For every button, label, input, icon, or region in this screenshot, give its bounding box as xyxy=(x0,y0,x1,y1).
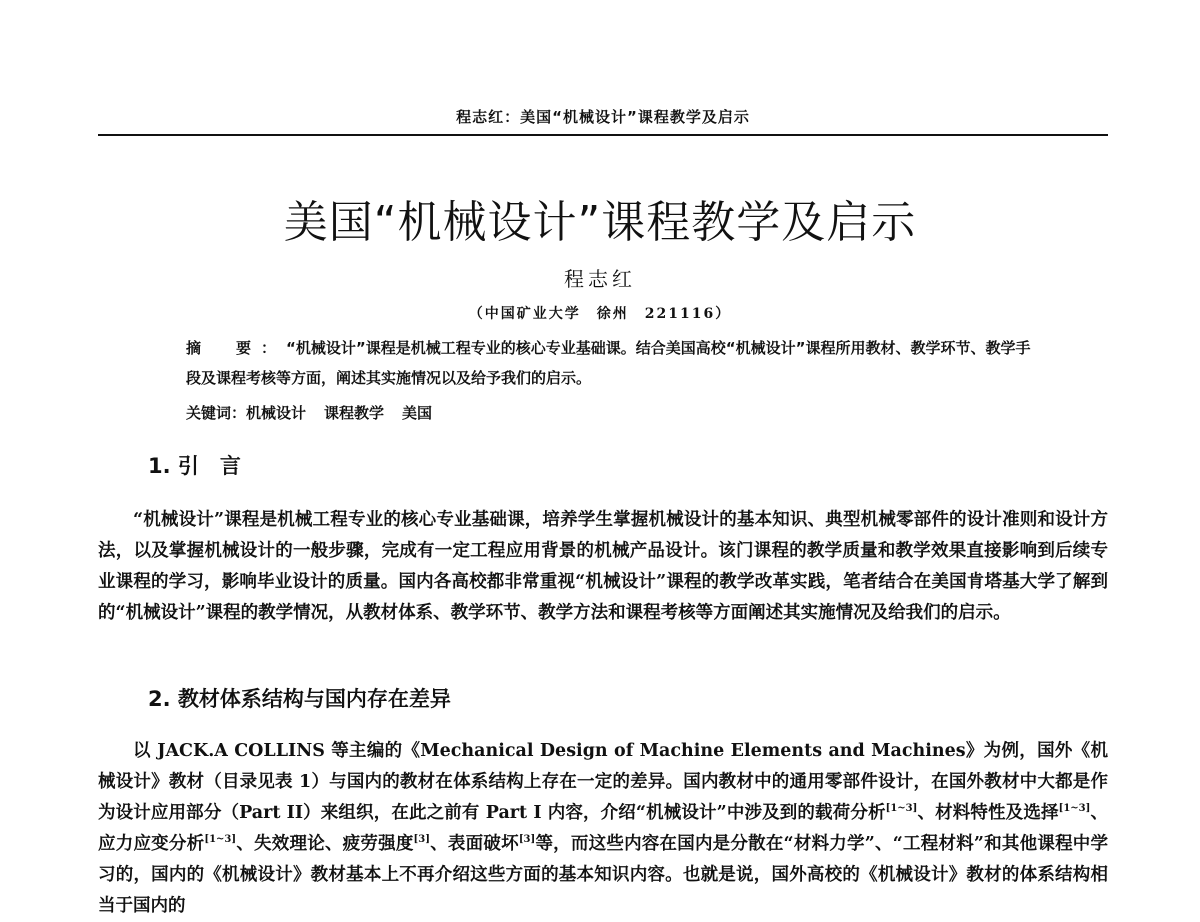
paper-title: 美国“机械设计”课程教学及启示 xyxy=(283,197,917,248)
text-segment: 、表面破坏 xyxy=(429,834,519,854)
text-segment: 以 JACK.A COLLINS 等主编的《Mechanical Design of Machine Elements and Machines》为例，国外《机械设计》教材（目录见表 1）与国内的教材在体系结构上存在一定的差异。国内教材中的通用零部件设计，在国外教材中大都是作为设计应用部分（Part II）来组织，在此之前有 Part I 内容，介绍“机械设计”中涉及到的载荷分析 xyxy=(98,741,1108,823)
abstract-label: 摘 要： xyxy=(186,339,287,357)
keyword-item: 机械设计 xyxy=(246,404,307,422)
keyword-item: 美国 xyxy=(402,404,433,422)
text-segment: 、材料特性及选择 xyxy=(917,803,1059,823)
citation-ref: [1~3] xyxy=(204,834,237,846)
author-name: 程志红 xyxy=(564,267,636,291)
text-segment: 等，而这些内容在国内是分散在“材料力学”、“工程材料”和其他课程中学习的，国内的《机械设计》教材基本上不再介绍这些方面的基本知识内容。也就是说，国外高校的《机械设计》教材的体系结构相当于国内的 xyxy=(98,834,1109,916)
keywords-label: 关键词： xyxy=(186,404,247,422)
citation-ref: [3] xyxy=(413,834,430,846)
text-segment: 、应力应变分析 xyxy=(98,803,1108,854)
section-1-heading: 1. 引 言 xyxy=(148,454,241,478)
section-1-paragraph: “机械设计”课程是机械工程专业的核心专业基础课，培养学生掌握机械设计的基本知识、典型机械零部件的设计准则和设计方法，以及掌握机械设计的一般步骤，完成有一定工程应用背景的机械产品设计。该门课程的教学质量和教学效果直接影响到后续专业课程的学习，影响毕业设计的质量。国内各高校都非常重视“机械设计”课程的教学改革实践，笔者结合在美国肯塔基大学了解到的“机械设计”课程的教学情况，从教材体系、教学环节、教学方法和课程考核等方面阐述其实施情况及给我们的启示。 xyxy=(98,510,1108,623)
keywords xyxy=(186,402,1036,423)
affiliation: （中国矿业大学 徐州 221116） xyxy=(468,306,732,322)
text-segment: 、失效理论、疲劳强度 xyxy=(236,834,414,854)
header-rule xyxy=(98,134,1108,136)
keyword-item: 课程教学 xyxy=(324,404,385,422)
citation-ref: [1~3] xyxy=(885,803,918,815)
section-2-paragraph xyxy=(98,736,1108,922)
citation-ref: [3] xyxy=(518,834,536,846)
running-header: 程志红：美国“机械设计”课程教学及启示 xyxy=(456,108,750,126)
section-2-heading: 2. 教材体系结构与国内存在差异 xyxy=(148,687,451,711)
citation-ref: [1~3] xyxy=(1058,803,1091,815)
abstract-text: “机械设计”课程是机械工程专业的核心专业基础课。结合美国高校“机械设计”课程所用教材、教学环节、教学手段及课程考核等方面，阐述其实施情况以及给予我们的启示。 xyxy=(186,339,1031,387)
abstract xyxy=(186,333,1036,393)
